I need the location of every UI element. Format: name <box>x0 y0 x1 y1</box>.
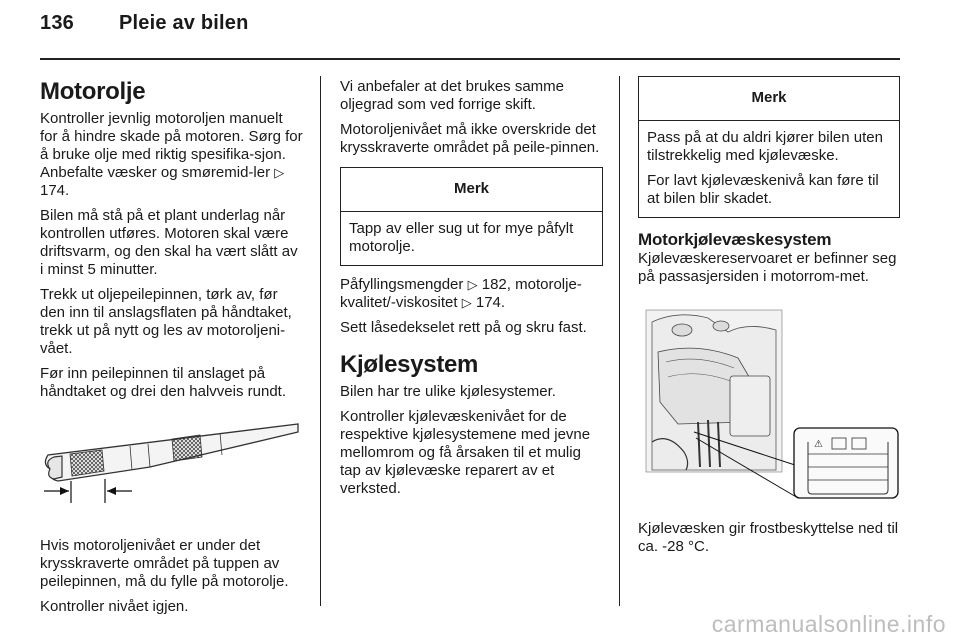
page-reference[interactable]: 174. <box>475 294 506 311</box>
page-reference-arrow-icon[interactable]: ▷ <box>461 295 472 310</box>
hatched-area-lower <box>70 450 104 476</box>
paragraph: Motoroljenivået må ikke overskride det krysskraverte området på peile-pinnen. <box>340 121 600 156</box>
note-box <box>638 76 900 218</box>
column-divider <box>320 76 321 606</box>
coolant-reservoir-illustration <box>638 302 900 502</box>
page-number: 136 <box>40 12 74 34</box>
paragraph <box>40 110 303 200</box>
paragraph: Hvis motoroljenivået er under det krysskraverte området på tuppen av peilepinnen, må du fylle på motorolje. <box>40 537 289 590</box>
page-reference-arrow-icon[interactable]: ▷ <box>274 165 285 180</box>
note-text: For lavt kjølevæskenivå kan føre til at bilen blir skadet. <box>647 172 879 207</box>
column-middle <box>340 78 603 505</box>
note-text: Pass på at du aldri kjører bilen uten tilstrekkelig med kjølevæske. <box>647 129 883 164</box>
paragraph: Kontroller kjølevæskenivået for de respektive kjølesystemene med jevne mellomrom og få årsaken til et mulig tap av kjølevæske reparert av et verksted. <box>340 408 591 497</box>
paragraph: Kontroller nivået igjen. <box>40 598 189 615</box>
page-header <box>40 12 249 35</box>
column-divider <box>619 76 620 606</box>
dipstick-tip <box>48 456 62 479</box>
text: Påfyllingsmengder <box>340 276 468 293</box>
paragraph <box>340 276 603 312</box>
paragraph: Før inn peilepinnen til anslaget på håndtaket og drei den halvveis rundt. <box>40 365 286 400</box>
page-title: Pleie av bilen <box>119 12 249 34</box>
hatched-area-upper <box>172 435 202 461</box>
header-rule <box>40 58 900 60</box>
column-left <box>40 66 303 623</box>
note-text: Tapp av eller sug ut for mye påfylt motorolje. <box>349 220 574 255</box>
page-reference[interactable]: 182, motorolje-kvalitet/-viskositet <box>340 276 582 311</box>
paragraph: Kjølevæsken gir frostbeskyttelse ned til ca. -28 °C. <box>638 520 899 555</box>
note-title: Merk <box>341 168 602 212</box>
section-heading-motorolje: Motorolje <box>40 78 146 105</box>
note-title: Merk <box>639 77 899 121</box>
watermark: carmanualsonline.info <box>711 611 946 637</box>
paragraph: Sett låsedekselet rett på og skru fast. <box>340 319 587 336</box>
text: Kontroller jevnlig motoroljen manuelt for å hindre skade på motoren. Sørg for å bruke olje med riktig spesifika-sjon. Anbefalte væsker og smøremid-ler <box>40 110 303 181</box>
paragraph: Bilen må stå på et plant underlag når kontrollen utføres. Motoren skal være driftsvarm, og den skal ha vært slått av i minst 5 minutter. <box>40 207 298 278</box>
svg-text:⚠: ⚠ <box>814 439 823 450</box>
section-heading-kjolesystem: Kjølesystem <box>340 351 479 378</box>
column-right <box>638 76 900 563</box>
page-reference[interactable]: 174. <box>40 182 70 199</box>
page-reference-arrow-icon[interactable]: ▷ <box>467 277 478 292</box>
note-box <box>340 167 603 266</box>
paragraph: Vi anbefaler at det brukes samme oljegrad som ved forrige skift. <box>340 78 565 113</box>
paragraph: Kjølevæskereservoaret er befinner seg på passasjersiden i motorrom-met. <box>638 250 897 285</box>
subheading-motorkjolevaeskesystem: Motorkjølevæskesystem <box>638 230 832 249</box>
paragraph: Trekk ut oljepeilepinnen, tørk av, før den inn til anslagsflaten på håndtaket, trekk ut på nytt og les av motoroljeni-vået. <box>40 286 292 357</box>
dipstick-illustration <box>40 419 303 519</box>
paragraph: Bilen har tre ulike kjølesystemer. <box>340 383 556 400</box>
